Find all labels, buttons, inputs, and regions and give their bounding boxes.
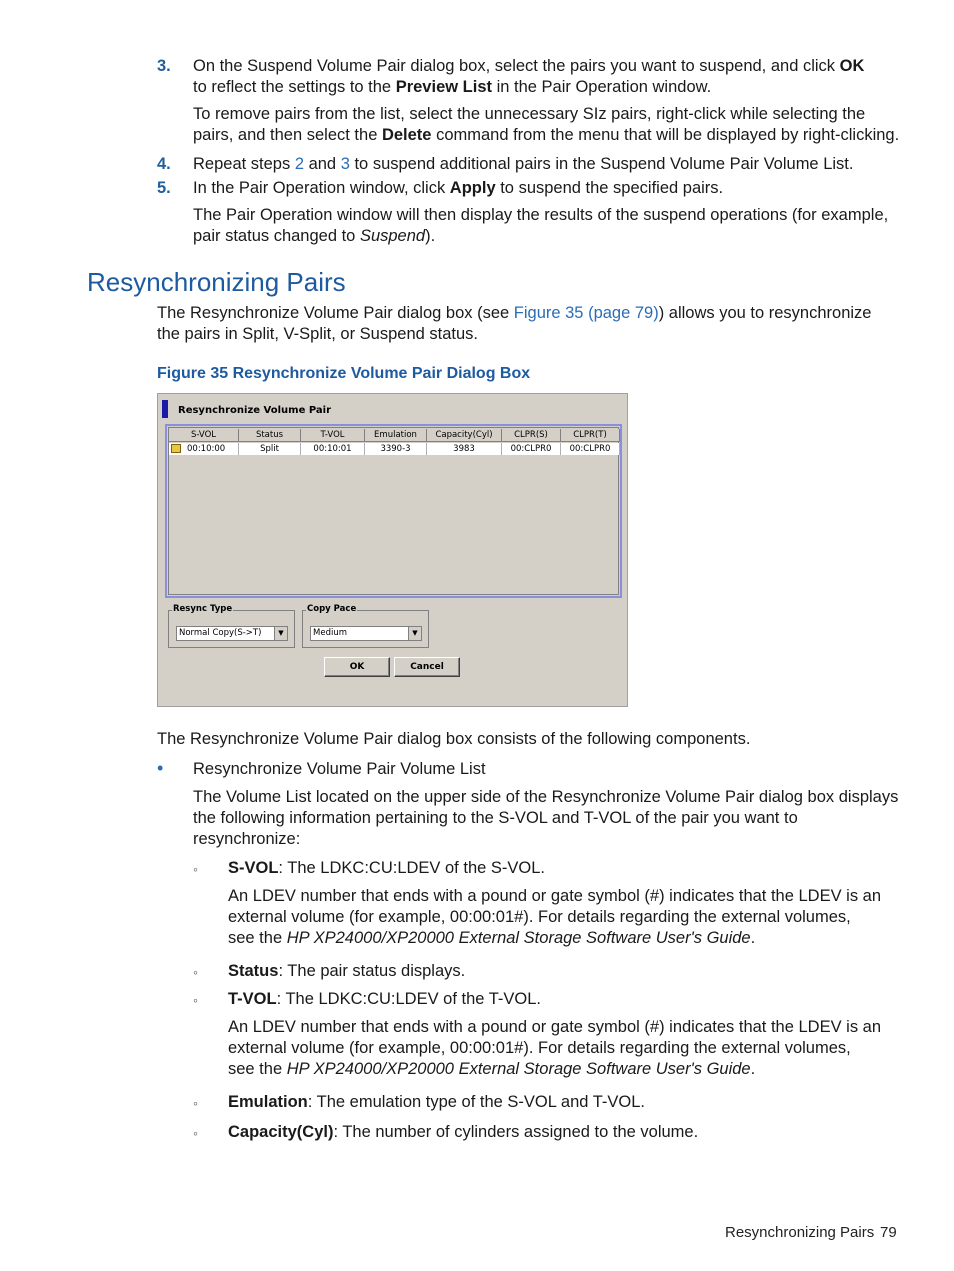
resync-dialog (157, 393, 628, 707)
step-number: 3. (157, 57, 171, 75)
step-number: 4. (157, 155, 171, 173)
copy-pace-select[interactable]: Medium ▼ (310, 626, 422, 641)
sub-bullet-icon: ◦ (193, 992, 198, 1008)
bullet-description: The Volume List located on the upper side of the Resynchronize Volume Pair dialog box displays (193, 788, 899, 806)
bullet-icon: • (157, 758, 164, 778)
column-header[interactable]: T-VOL (301, 429, 365, 442)
step-5-note: The Pair Operation window will then display the results of the suspend operations (for example, (193, 206, 889, 224)
table-cell: 00:10:00 (169, 443, 239, 455)
bullet-description-line3: resynchronize: (193, 830, 301, 848)
table-cell: 00:CLPR0 (561, 443, 620, 455)
resync-type-select[interactable]: Normal Copy(S->T) ▼ (176, 626, 288, 641)
svol-item: S-VOL: The LDKC:CU:LDEV of the S-VOL. (228, 859, 545, 877)
bullet-title: Resynchronize Volume Pair Volume List (193, 760, 486, 778)
capacity-item: Capacity(Cyl): The number of cylinders assigned to the volume. (228, 1123, 699, 1141)
svol-note-line3: see the HP XP24000/XP20000 External Storage Software User's Guide. (228, 929, 756, 947)
tvol-note: An LDEV number that ends with a pound or gate symbol (#) indicates that the LDEV is an (228, 1018, 882, 1036)
section-heading: Resynchronizing Pairs (87, 267, 346, 297)
copy-pace-label: Copy Pace (307, 604, 357, 614)
svol-note-line2: external volume (for example, 00:00:01#). For details regarding the external volumes, (228, 908, 851, 926)
step-number: 5. (157, 179, 171, 197)
step-3-text-line2: to reflect the settings to the Preview List in the Pair Operation window. (193, 78, 712, 96)
volume-list-header (169, 429, 620, 442)
sub-bullet-icon: ◦ (193, 1095, 198, 1111)
svol-note: An LDEV number that ends with a pound or gate symbol (#) indicates that the LDEV is an (228, 887, 882, 905)
table-cell: Split (239, 443, 301, 455)
chevron-down-icon[interactable]: ▼ (408, 627, 421, 640)
intro-text: The Resynchronize Volume Pair dialog box (see Figure 35 (page 79)) allows you to resynchronize (157, 304, 872, 322)
step-3-note: To remove pairs from the list, select the unnecessary SIz pairs, right-click while selecting the (193, 105, 866, 123)
volume-pair-icon (171, 444, 181, 453)
step-5-note-line2: pair status changed to Suspend). (193, 227, 436, 245)
chevron-down-icon[interactable]: ▼ (274, 627, 287, 640)
step-4-text: Repeat steps 2 and 3 to suspend additional pairs in the Suspend Volume Pair Volume List. (193, 155, 854, 173)
ok-button[interactable]: OK (324, 657, 390, 677)
sub-bullet-icon: ◦ (193, 861, 198, 877)
tvol-note-line2: external volume (for example, 00:00:01#). For details regarding the external volumes, (228, 1039, 851, 1057)
step-5-text: In the Pair Operation window, click Apply to suspend the specified pairs. (193, 179, 724, 197)
intro-text-line2: the pairs in Split, V-Split, or Suspend status. (157, 325, 479, 343)
footer-section: Resynchronizing Pairs (725, 1224, 875, 1241)
dialog-title: Resynchronize Volume Pair (178, 405, 332, 416)
column-header[interactable]: Capacity(Cyl) (427, 429, 502, 442)
column-header[interactable]: Emulation (365, 429, 427, 442)
bullet-description-line2: the following information pertaining to the S-VOL and T-VOL of the pair you want to (193, 809, 798, 827)
table-cell: 00:10:01 (301, 443, 365, 455)
status-item: Status: The pair status displays. (228, 962, 466, 980)
step-2-link[interactable]: 2 (294, 155, 304, 173)
page-number: 79 (880, 1224, 897, 1241)
sub-bullet-icon: ◦ (193, 1125, 198, 1141)
resync-type-label: Resync Type (173, 604, 233, 614)
dialog-title-bar-accent (162, 400, 168, 418)
volume-list[interactable] (165, 424, 622, 598)
table-row[interactable] (169, 443, 620, 455)
tvol-item: T-VOL: The LDKC:CU:LDEV of the T-VOL. (228, 990, 542, 1008)
figure-link[interactable]: Figure 35 (page 79) (513, 304, 659, 322)
table-cell: 00:CLPR0 (502, 443, 561, 455)
step-3-link[interactable]: 3 (340, 155, 350, 173)
table-cell: 3983 (427, 443, 502, 455)
resync-type-group (168, 604, 295, 648)
tvol-note-line3: see the HP XP24000/XP20000 External Storage Software User's Guide. (228, 1060, 756, 1078)
sub-bullet-icon: ◦ (193, 964, 198, 980)
column-header[interactable]: S-VOL (169, 429, 239, 442)
cancel-button[interactable]: Cancel (394, 657, 460, 677)
copy-pace-group (302, 604, 429, 648)
emulation-item: Emulation: The emulation type of the S-VOL and T-VOL. (228, 1093, 645, 1111)
components-intro: The Resynchronize Volume Pair dialog box consists of the following components. (157, 730, 751, 748)
figure-caption: Figure 35 Resynchronize Volume Pair Dialog Box (157, 365, 531, 382)
step-3-text: On the Suspend Volume Pair dialog box, select the pairs you want to suspend, and click OK (193, 57, 865, 75)
column-header[interactable]: Status (239, 429, 301, 442)
step-3-note-line2: pairs, and then select the Delete command from the menu that will be displayed by right-clicking. (193, 126, 900, 144)
table-cell: 3390-3 (365, 443, 427, 455)
column-header[interactable]: CLPR(T) (561, 429, 620, 442)
column-header[interactable]: CLPR(S) (502, 429, 561, 442)
